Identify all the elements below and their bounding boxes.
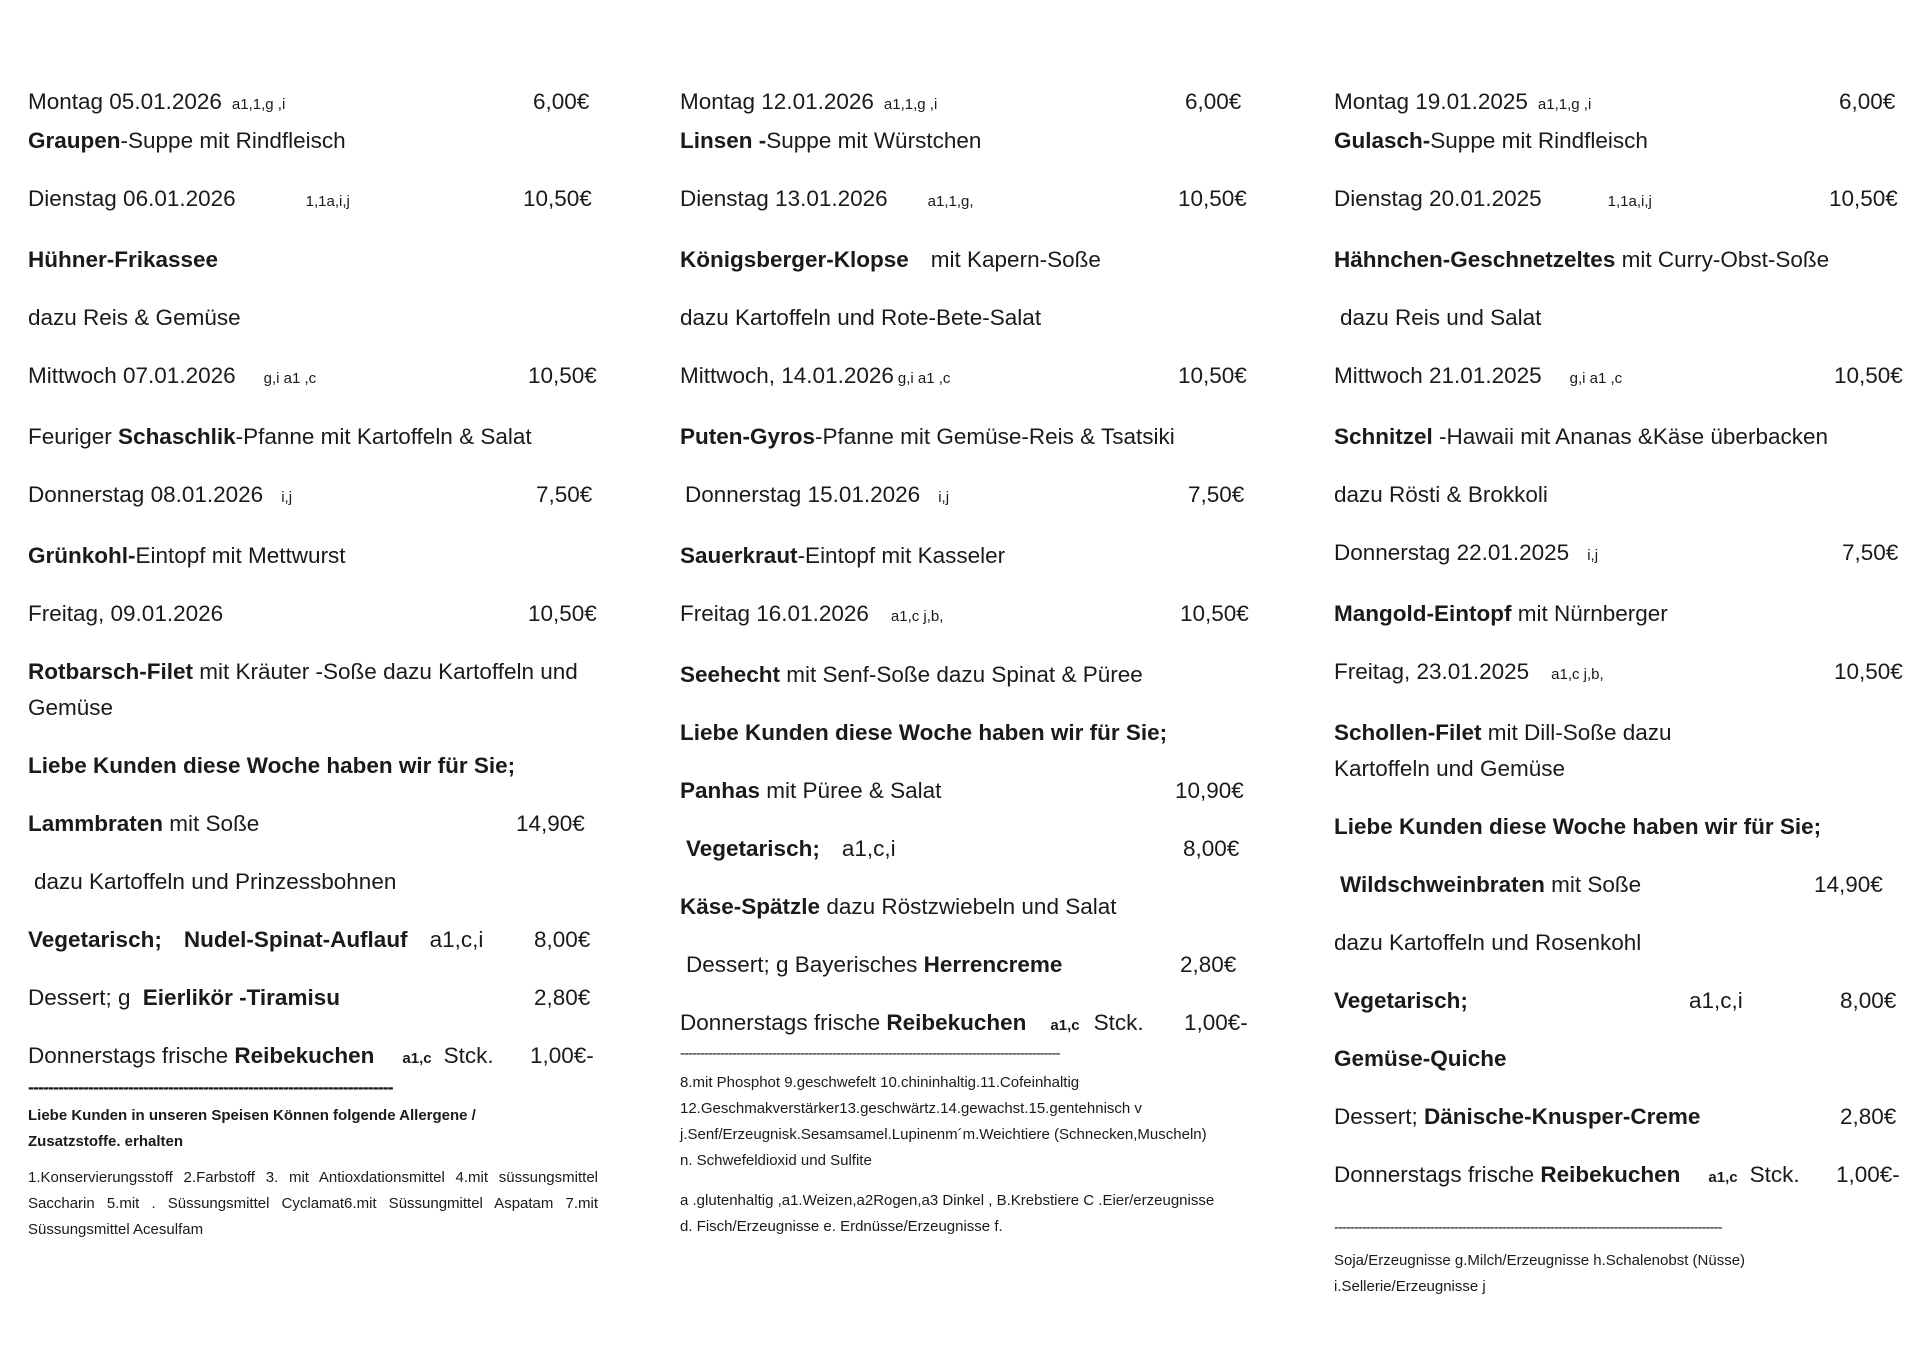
allergen-code: a1,c j,b, [1551,666,1604,683]
day-label: Donnerstag 15.01.2026 [685,482,921,507]
price: 10,50€ [528,363,597,388]
price: 1,00€- [530,1043,594,1068]
divider: ------------------------------------------------------------------------- [28,1077,393,1097]
price: 1,00€- [1184,1010,1248,1035]
vegetarian-row: Vegetarisch; a1,c,i 8,00€ [680,831,1260,867]
price: 10,50€ [1180,601,1249,626]
week-special-heading: Liebe Kunden diese Woche haben wir für Sie; [28,753,516,778]
week-special: Panhas mit Püree & Salat 10,90€ [680,773,1260,809]
allergen-code: i,j [938,489,950,506]
thursday-row [1334,535,1914,574]
price: 14,90€ [1814,872,1883,897]
allergen-code: g,i a1 ,c [897,370,951,387]
side-dish: dazu Kartoffeln und Rote-Bete-Salat [680,305,1042,330]
price: 2,80€ [1840,1104,1897,1129]
vegetarian-dish: Gemüse-Quiche [1334,1046,1507,1071]
price: 10,50€ [528,601,597,626]
friday-row [1334,654,1914,693]
allergen-code: g,i a1 ,c [1569,370,1623,387]
menu-column-week-1 [28,84,608,1243]
dish: Grünkohl-Eintopf mit Mettwurst [28,543,346,568]
day-label: Dienstag 13.01.2026 [680,186,888,211]
week-special-heading: Liebe Kunden diese Woche haben wir für Sie; [680,720,1168,745]
day-label: Freitag, 09.01.2026 [28,601,224,626]
dish: Linsen -Suppe mit Würstchen [680,128,982,153]
thursday-row [680,477,1260,516]
day-label: Donnerstag 22.01.2025 [1334,540,1570,565]
day-label: Donnerstag 08.01.2026 [28,482,264,507]
tuesday-row [28,181,608,220]
tuesday-row [680,181,1260,220]
dish: Hühner-Frikassee [28,247,219,272]
allergen-list: Soja/Erzeugnisse g.Milch/Erzeugnisse h.Schalenobst (Nüsse) i.Sellerie/Erzeugnisse j [1334,1252,1746,1295]
reibekuchen-row: Donnerstags frische Reibekuchen a1,c Stck. 1,00€- [28,1038,608,1077]
dish: Mangold-Eintopf mit Nürnberger [1334,601,1668,626]
monday-row [28,84,608,123]
allergen-code: 1,1a,i,j [305,193,350,210]
allergen-code: a1,1,g, [927,193,974,210]
dish: Schollen-Filet mit Dill-Soße dazu [1334,720,1672,745]
vegetarian-row: Vegetarisch; Nudel-Spinat-Auflauf a1,c,i 8,00€ [28,922,608,958]
monday-row [680,84,1260,123]
allergen-code: a1,1,g ,i [1537,96,1592,113]
allergen-code: g,i a1 ,c [263,370,317,387]
price: 6,00€ [1839,89,1896,114]
friday-row [680,596,1260,635]
day-label: Dienstag 20.01.2025 [1334,186,1542,211]
price: 10,50€ [1834,363,1903,388]
price: 10,90€ [1175,778,1244,803]
week-special: Wildschweinbraten mit Soße 14,90€ [1334,867,1914,903]
week-special-heading: Liebe Kunden diese Woche haben wir für Sie; [1334,814,1822,839]
day-label: Dienstag 06.01.2026 [28,186,236,211]
dish: Rotbarsch-Filet mit Kräuter -Soße dazu Kartoffeln und Gemüse [28,659,578,720]
allergen-list: 8.mit Phosphot 9.geschwefelt 10.chininhaltig.11.Cofeinhaltig 12.Geschmakverstärker13.geschwärtz.14.gewachst.15.gentehnisch v j.Senf/Erzeugnisk.Sesamsamel.Lupinenm´m.Weichtiere (Schnecken,Muscheln) n. Schwefeldioxid und Sulfite [680,1074,1207,1169]
dish: Feuriger Schaschlik-Pfanne mit Kartoffeln & Salat [28,424,532,449]
price: 6,00€ [533,89,590,114]
price: 10,50€ [1834,659,1903,684]
price: 7,50€ [1188,482,1245,507]
dish: Seehecht mit Senf-Soße dazu Spinat & Püree [680,662,1143,687]
day-label: Freitag 16.01.2026 [680,601,869,626]
allergen-code: a1,1,g ,i [231,96,286,113]
side-dish: Kartoffeln und Gemüse [1334,756,1565,781]
dish: Schnitzel -Hawaii mit Ananas &Käse überbacken [1334,424,1828,449]
price: 8,00€ [1840,988,1897,1013]
price: 2,80€ [534,985,591,1010]
price: 8,00€ [1183,836,1240,861]
price: 10,50€ [523,186,592,211]
allergen-code: 1,1a,i,j [1607,193,1652,210]
wednesday-row [680,358,1260,397]
price: 10,50€ [1178,363,1247,388]
monday-row [1334,84,1914,123]
allergen-code: i,j [1587,547,1599,564]
side-dish: dazu Kartoffeln und Rosenkohl [1334,930,1642,955]
price: 14,90€ [516,811,585,836]
dish: Sauerkraut-Eintopf mit Kasseler [680,543,1006,568]
dish: Graupen-Suppe mit Rindfleisch [28,128,346,153]
vegetarian-dish: Käse-Spätzle dazu Röstzwiebeln und Salat [680,894,1117,919]
price: 7,50€ [536,482,593,507]
price: 6,00€ [1185,89,1242,114]
friday-row [28,596,608,632]
dish: Königsberger-Klopse mit Kapern-Soße [680,247,1101,272]
day-label: Mittwoch, 14.01.2026 [680,363,894,388]
day-label: Mittwoch 07.01.2026 [28,363,236,388]
day-label: Montag 12.01.2026 [680,89,874,114]
side-dish: dazu Kartoffeln und Prinzessbohnen [34,869,397,894]
allergen-code: a1,1,g ,i [883,96,938,113]
dessert-row: Dessert; g Bayerisches Herrencreme 2,80€ [680,947,1260,983]
allergen-heading: Liebe Kunden in unseren Speisen Können folgende Allergene / Zusatzstoffe. erhalten [28,1107,476,1150]
menu-column-week-3 [1334,84,1914,1300]
price: 10,50€ [1178,186,1247,211]
day-label: Montag 05.01.2026 [28,89,222,114]
dish: Gulasch-Suppe mit Rindfleisch [1334,128,1648,153]
thursday-row [28,477,608,516]
day-label: Mittwoch 21.01.2025 [1334,363,1542,388]
price: 1,00€- [1836,1162,1900,1187]
side-dish: dazu Reis und Salat [1340,305,1542,330]
side-dish: dazu Reis & Gemüse [28,305,241,330]
divider: ------------------------------------------------------------------------------------------------- [1334,1219,1722,1236]
reibekuchen-row: Donnerstags frische Reibekuchen a1,c Stck. 1,00€- [680,1005,1260,1044]
day-label: Freitag, 23.01.2025 [1334,659,1530,684]
dish: Hähnchen-Geschnetzeltes mit Curry-Obst-Soße [1334,247,1830,272]
price: 7,50€ [1842,540,1899,565]
price: 10,50€ [1829,186,1898,211]
allergen-list-2: a .glutenhaltig ,a1.Weizen,a2Rogen,a3 Dinkel , B.Krebstiere C .Eier/erzeugnisse d. Fisch/Erzeugnisse e. Erdnüsse/Erzeugnisse f. [680,1192,1215,1235]
menu-column-week-2 [680,84,1260,1240]
reibekuchen-row: Donnerstags frische Reibekuchen a1,c Stck. 1,00€- [1334,1157,1914,1196]
dessert-row: Dessert; g Eierlikör -Tiramisu 2,80€ [28,980,608,1016]
dessert-row: Dessert; Dänische-Knusper-Creme 2,80€ [1334,1099,1914,1135]
allergen-list: 1.Konservierungsstoff 2.Farbstoff 3. mit Antioxdationsmittel 4.mit süssungsmittel Saccharin 5.mit . Süssungsmittel Cyclamat6.mit Süssungmittel Aspatam 7.mit Süssungsmittel Acesulfam [28,1169,598,1238]
tuesday-row [1334,181,1914,220]
side-dish: dazu Rösti & Brokkoli [1334,482,1548,507]
price: 8,00€ [534,927,591,952]
price: 2,80€ [1180,952,1237,977]
vegetarian-row: Vegetarisch; a1,c,i 8,00€ [1334,983,1914,1019]
week-special: Lammbraten mit Soße 14,90€ [28,806,608,842]
dish: Puten-Gyros-Pfanne mit Gemüse-Reis & Tsatsiki [680,424,1175,449]
wednesday-row [1334,358,1914,397]
wednesday-row [28,358,608,397]
day-label: Montag 19.01.2025 [1334,89,1528,114]
divider: ----------------------------------------------------------------------------------------------- [680,1045,1060,1062]
allergen-code: a1,c j,b, [890,608,944,625]
allergen-code: i,j [281,489,293,506]
